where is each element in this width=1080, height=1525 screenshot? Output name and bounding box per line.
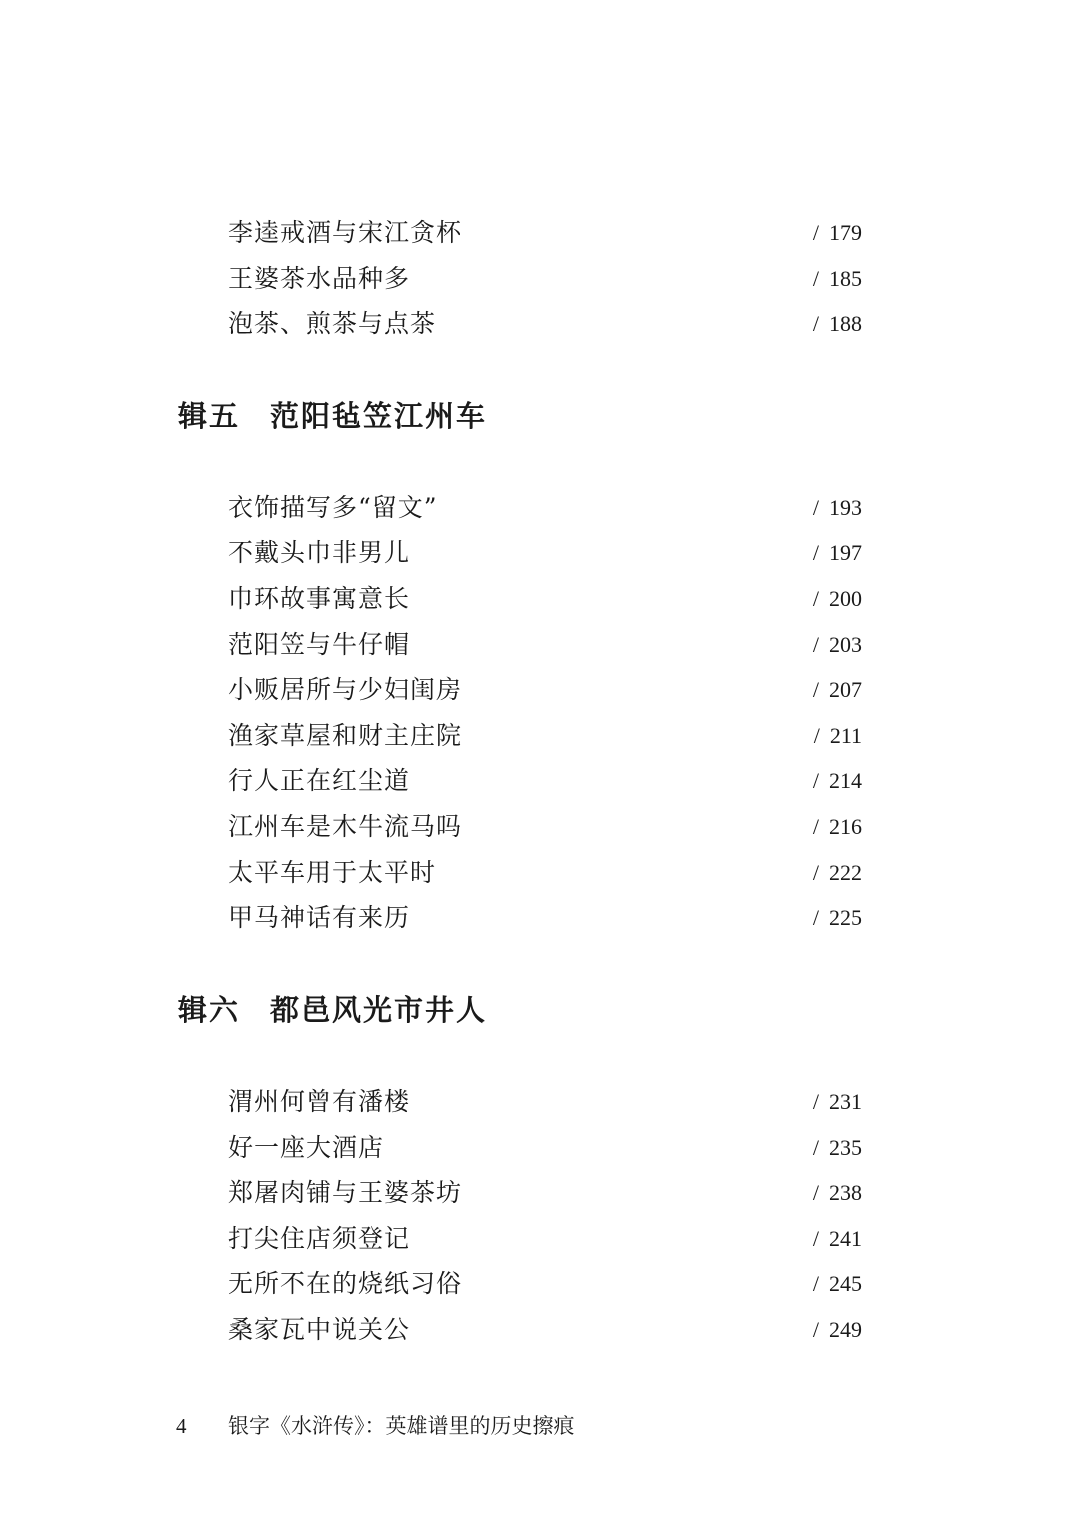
entry-page: / 203 — [812, 632, 862, 657]
page-footer — [176, 1410, 575, 1442]
section-label: 辑五 — [178, 399, 241, 433]
section-heading — [178, 394, 487, 438]
entry-page: / 231 — [812, 1089, 862, 1114]
toc-entry[interactable] — [228, 304, 862, 344]
entry-title: 郑屠肉铺与王婆茶坊 — [228, 1178, 463, 1207]
toc-entry[interactable] — [228, 625, 862, 665]
toc-entry[interactable] — [228, 1264, 862, 1304]
entry-page: / 238 — [812, 1180, 862, 1205]
entry-title: 打尖住店须登记 — [228, 1224, 411, 1253]
section-title: 范阳毡笠江州车 — [270, 399, 488, 433]
entry-title: 行人正在红尘道 — [228, 766, 411, 795]
entry-page: / 222 — [812, 860, 862, 885]
toc-entry[interactable] — [228, 1128, 862, 1168]
entry-title: 衣饰描写多“留文” — [228, 493, 438, 522]
toc-entry[interactable] — [228, 807, 862, 847]
toc-entry[interactable] — [228, 1219, 862, 1259]
entry-page: / 185 — [812, 266, 862, 291]
entry-title: 江州车是木牛流马吗 — [228, 812, 463, 841]
entry-page: / 216 — [812, 814, 862, 839]
entry-page: / 245 — [812, 1271, 862, 1296]
toc-entry[interactable] — [228, 853, 862, 893]
entry-title: 渭州何曾有潘楼 — [228, 1087, 411, 1116]
toc-entry[interactable] — [228, 1082, 862, 1122]
toc-entry[interactable] — [228, 579, 862, 619]
section-heading — [178, 988, 487, 1032]
entry-title: 王婆茶水品种多 — [228, 264, 411, 293]
toc-entry[interactable] — [228, 1173, 862, 1213]
toc-entry[interactable] — [228, 533, 862, 573]
toc-entry[interactable] — [228, 213, 862, 253]
entry-page: / 207 — [812, 677, 862, 702]
entry-page: / 214 — [812, 768, 862, 793]
page-number: 4 — [176, 1414, 187, 1438]
toc-entry[interactable] — [228, 488, 862, 528]
entry-title: 不戴头巾非男儿 — [228, 538, 411, 567]
entry-title: 李逵戒酒与宋江贪杯 — [228, 218, 463, 247]
toc-entry[interactable] — [228, 761, 862, 801]
toc-entry[interactable] — [228, 259, 862, 299]
entry-page: / 193 — [812, 495, 862, 520]
toc-entry[interactable] — [228, 898, 862, 938]
entry-page: / 241 — [812, 1226, 862, 1251]
toc-entry[interactable] — [228, 716, 862, 756]
entry-title: 太平车用于太平时 — [228, 858, 437, 887]
entry-page: / 249 — [812, 1317, 862, 1342]
entry-page: / 188 — [812, 311, 862, 336]
entry-page: / 197 — [812, 540, 862, 565]
entry-title: 巾环故事寓意长 — [228, 584, 411, 613]
entry-page: / 200 — [812, 586, 862, 611]
entry-title: 渔家草屋和财主庄院 — [228, 721, 463, 750]
entry-title: 好一座大酒店 — [228, 1133, 385, 1162]
entry-page: / 225 — [812, 905, 862, 930]
section-label: 辑六 — [178, 993, 241, 1027]
entry-page: / 179 — [812, 220, 862, 245]
entry-title: 小贩居所与少妇闺房 — [228, 675, 463, 704]
entry-title: 无所不在的烧纸习俗 — [228, 1269, 463, 1298]
entry-title: 泡茶、煎茶与点茶 — [228, 309, 437, 338]
entry-title: 桑家瓦中说关公 — [228, 1315, 411, 1344]
entry-title: 范阳笠与牛仔帽 — [228, 630, 411, 659]
entry-title: 甲马神话有来历 — [228, 903, 411, 932]
toc-entry[interactable] — [228, 670, 862, 710]
section-title: 都邑风光市井人 — [270, 993, 488, 1027]
entry-page: / 211 — [813, 723, 862, 748]
entry-page: / 235 — [812, 1135, 862, 1160]
running-title: 银字《水浒传》：英雄谱里的历史擦痕 — [228, 1414, 575, 1438]
toc-entry[interactable] — [228, 1310, 862, 1350]
